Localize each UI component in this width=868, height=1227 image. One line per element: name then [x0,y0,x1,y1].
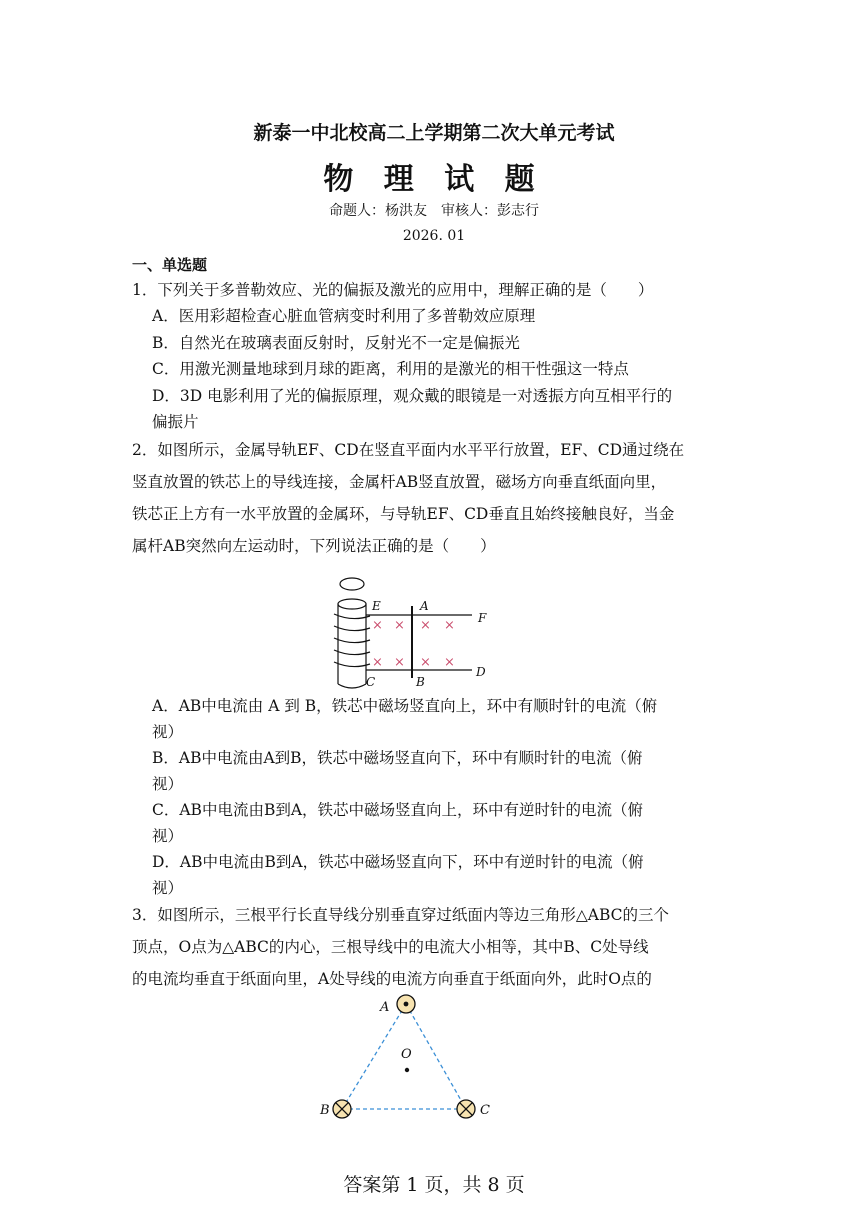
label-c: C [480,1103,490,1118]
q3-stem-line-1: 3．如图所示，三根平行长直导线分别垂直穿过纸面内等边三角形△ABC的三个 [132,906,670,924]
q1-option-d-cont: 偏振片 [152,413,199,431]
subject-title: 物 理 试 题 [323,162,545,197]
field-cross: × [444,618,455,633]
q3-figure-triangle [310,990,510,1125]
field-cross: × [420,655,431,670]
section-title: 一、单选题 [132,256,208,274]
q2-figure-rails-iron-core [320,570,500,695]
field-cross: × [394,655,405,670]
label-a: A [380,1000,390,1015]
field-cross: × [372,618,383,633]
label-o: O [401,1047,412,1062]
q2-option-a: A．AB中电流由 A 到 B，铁芯中磁场竖直向上，环中有顺时针的电流（俯 [152,697,658,715]
label-d: D [476,665,486,679]
page-footer: 答案第 1 页，共 8 页 [343,1174,525,1196]
q2-option-c-cont: 视） [152,827,184,845]
q2-option-b-cont: 视） [152,775,184,793]
q1-option-d: D．3D 电影利用了光的偏振原理，观众戴的眼镜是一对透振方向互相平行的 [152,387,673,405]
q1-option-b: B．自然光在玻璃表面反射时，反射光不一定是偏振光 [152,334,520,352]
label-b: B [416,675,425,689]
q1-option-c: C．用激光测量地球到月球的距离，利用的是激光的相干性强这一特点 [152,360,629,378]
q2-stem-line-1: 2．如图所示，金属导轨EF、CD在竖直平面内水平平行放置，EF、CD通过绕在 [132,441,685,459]
q2-option-a-cont: 视） [152,723,184,741]
q2-option-b: B．AB中电流由A到B，铁芯中磁场竖直向下，环中有顺时针的电流（俯 [152,749,643,767]
q3-stem-line-3: 的电流均垂直于纸面向里，A处导线的电流方向垂直于纸面向外，此时O点的 [132,970,652,988]
authors-line: 命题人：杨洪友 审核人：彭志行 [329,203,539,219]
q2-option-d-cont: 视） [152,879,184,897]
q3-stem-line-2: 顶点，O点为△ABC的内心，三根导线中的电流大小相等，其中B、C处导线 [132,938,649,956]
wire-a-out-icon [397,995,415,1013]
field-cross: × [444,655,455,670]
field-cross: × [372,655,383,670]
label-f: F [478,611,487,625]
wire-c-in-icon [457,1100,475,1118]
field-cross: × [420,618,431,633]
exam-date: 2026. 01 [402,228,466,244]
label-a: A [420,599,429,613]
label-b: B [320,1103,330,1118]
center-point-o [405,1068,409,1072]
q2-option-d: D．AB中电流由B到A，铁芯中磁场竖直向下，环中有逆时针的电流（俯 [152,853,644,871]
q2-stem-line-4: 属杆AB突然向左运动时，下列说法正确的是（ ） [132,537,496,555]
label-c: C [366,675,376,689]
q2-option-c: C．AB中电流由B到A，铁芯中磁场竖直向上，环中有逆时针的电流（俯 [152,801,644,819]
field-cross: × [394,618,405,633]
school-title: 新泰一中北校高二上学期第二次大单元考试 [253,122,615,144]
q2-stem-line-3: 铁芯正上方有一水平放置的金属环，与导轨EF、CD垂直且始终接触良好，当金 [132,505,675,523]
wire-b-in-icon [333,1100,351,1118]
q1-option-a: A．医用彩超检查心脏血管病变时利用了多普勒效应原理 [152,307,536,325]
q2-stem-line-2: 竖直放置的铁芯上的导线连接，金属杆AB竖直放置，磁场方向垂直纸面向里， [132,473,667,491]
q1-stem: 1．下列关于多普勒效应、光的偏振及激光的应用中，理解正确的是（ ） [132,281,654,299]
label-e: E [372,599,381,613]
